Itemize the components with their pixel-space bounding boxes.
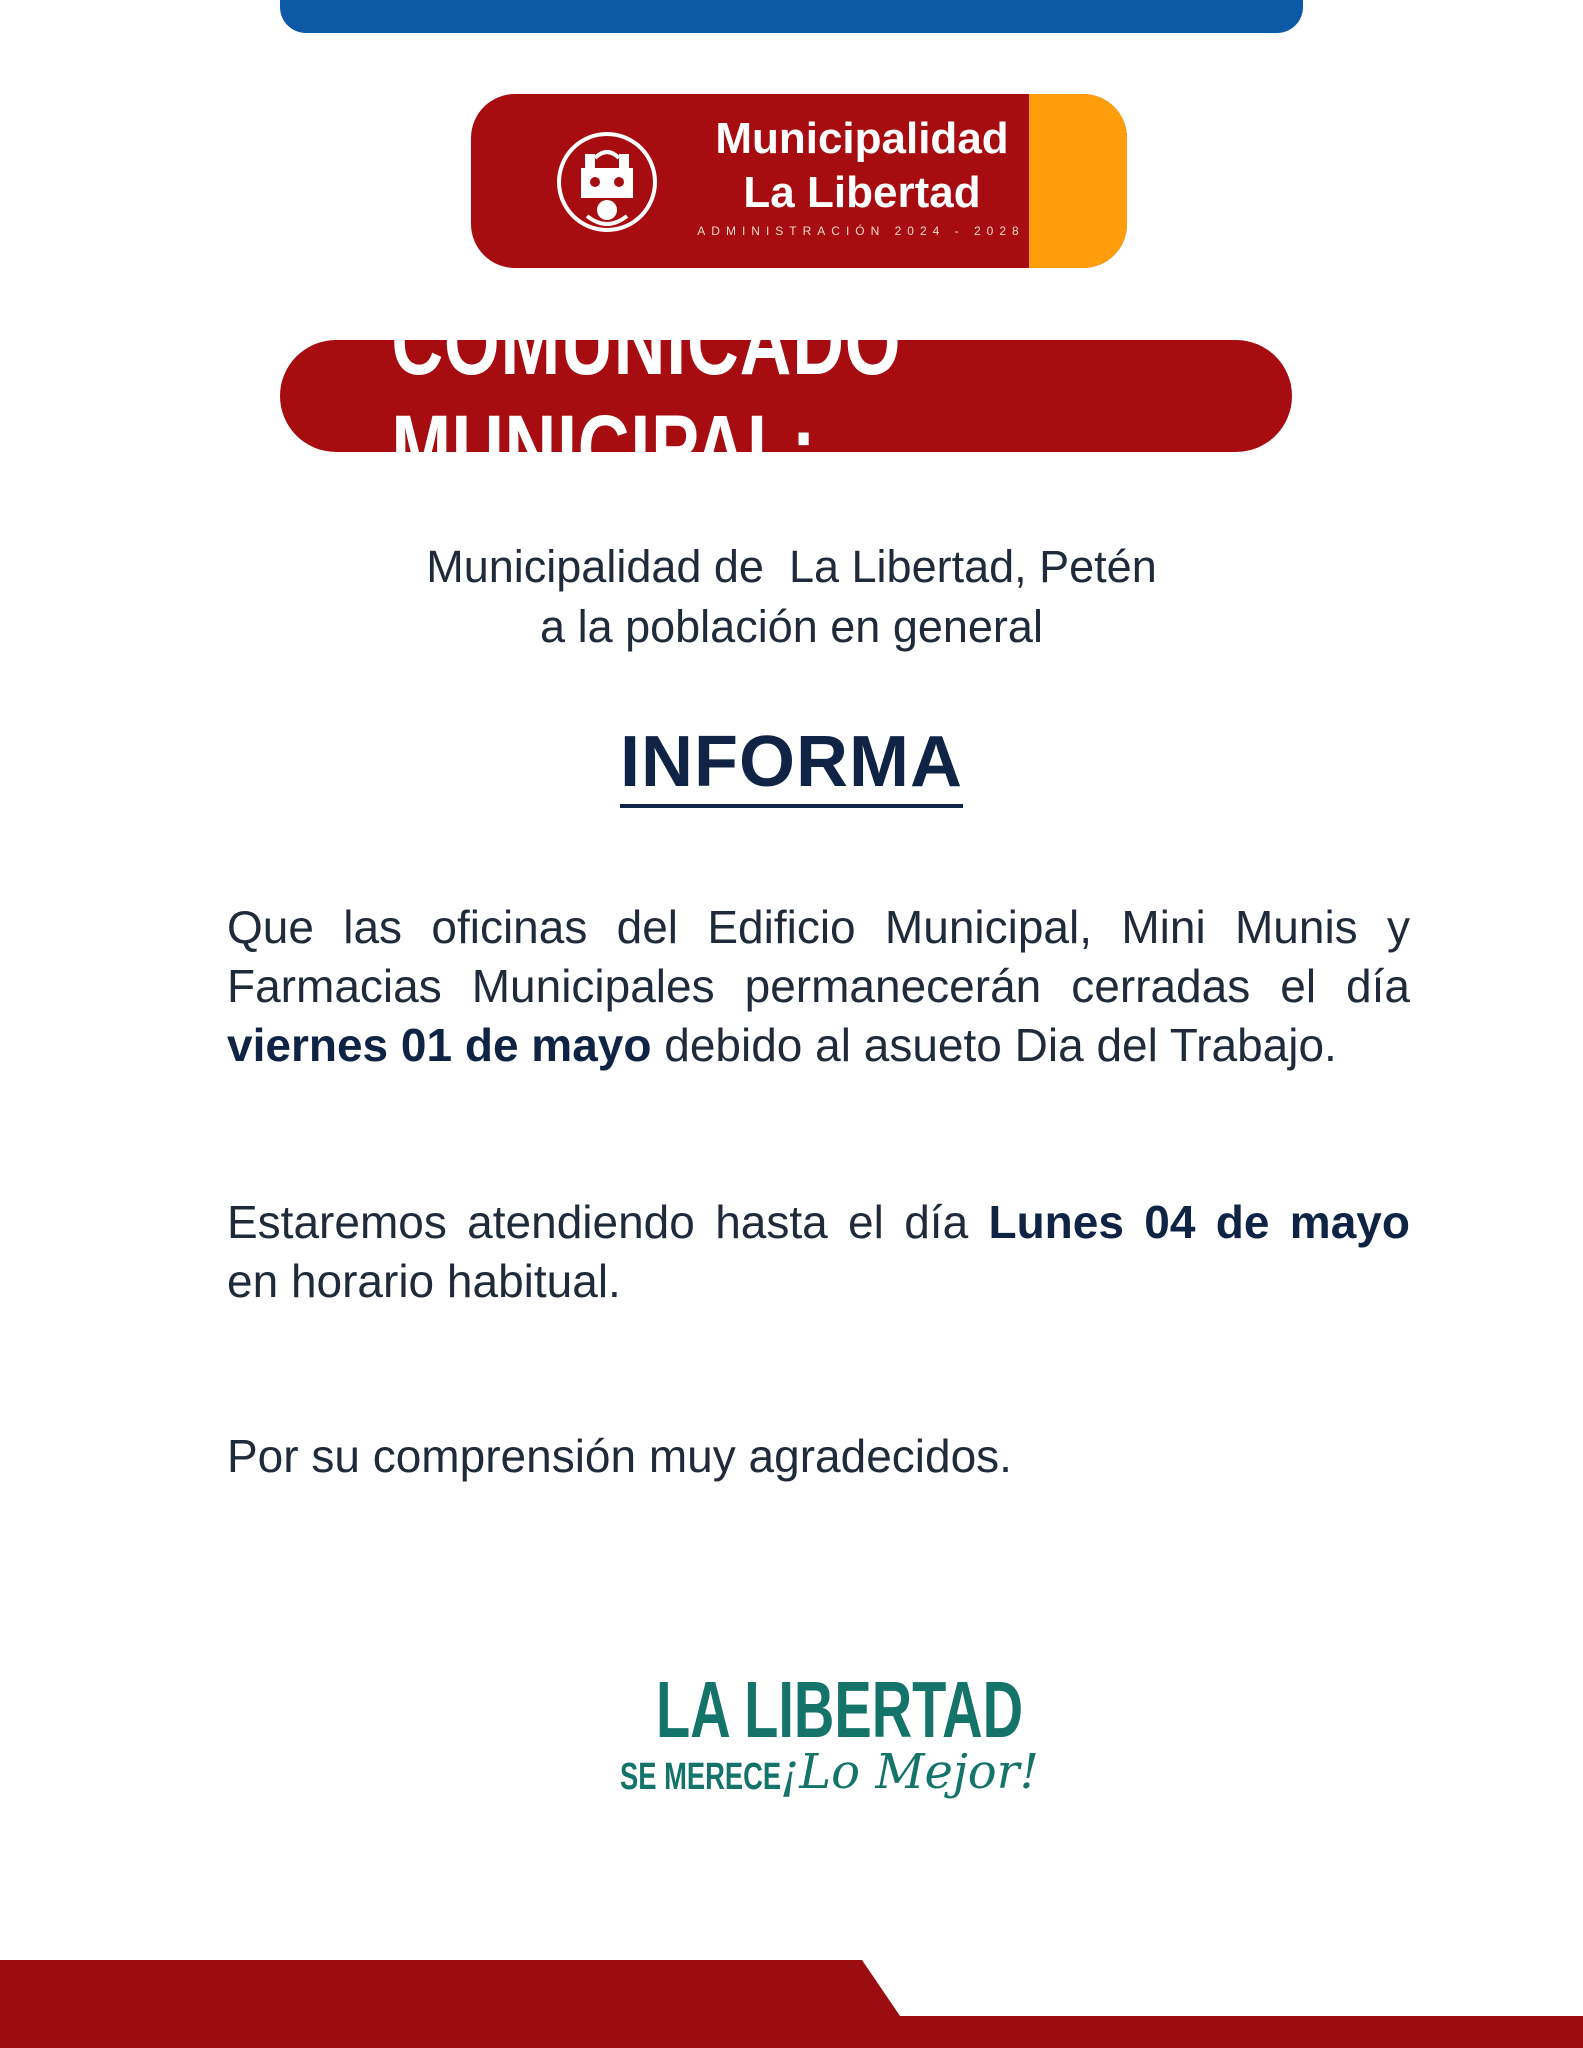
paragraph-reopening-date: Lunes 04 de mayo [988, 1196, 1410, 1248]
intro-line2: a la población en general [540, 601, 1043, 652]
logo-title-line2: La Libertad [743, 168, 981, 217]
paragraph-closure-date: viernes 01 de mayo [227, 1019, 652, 1071]
bottom-red-bar [0, 1960, 1583, 2048]
paragraph-closure-after: debido al asueto Dia del Trabajo. [651, 1019, 1337, 1071]
intro-line1: Municipalidad de La Libertad, Petén [426, 541, 1157, 592]
logo-title [667, 112, 1057, 220]
paragraph-reopening [227, 1193, 1436, 1311]
top-blue-bar [280, 0, 1303, 33]
comunicado-banner [280, 292, 1292, 499]
municipal-seal-icon [551, 124, 663, 236]
municipal-logo-banner [471, 94, 1127, 268]
slogan-main: LA LIBERTAD [656, 1665, 1024, 1754]
slogan-sub: SE MERECE [620, 1756, 782, 1798]
slogan-logo [620, 1665, 1039, 1800]
slogan-script: ¡Lo Mejor! [780, 1744, 1039, 1800]
comunicado-title: COMUNICADO MUNICIPAL: [391, 292, 902, 499]
paragraph-reopening-after: en horario habitual. [227, 1196, 1436, 1307]
paragraph-closure-before: Que las oficinas del Edificio Municipal, Mini Munis y Farmacias Municipales permanecerán cerradas el día [227, 901, 1410, 1012]
informa-heading [0, 720, 1583, 804]
paragraph-reopening-before: Estaremos atendiendo hasta el día [227, 1196, 989, 1248]
intro-text [200, 537, 1383, 657]
informa-heading-text: INFORMA [620, 722, 963, 808]
paragraph-closure [227, 898, 1410, 1075]
logo-subtitle: ADMINISTRACIÓN 2024 - 2028 [697, 224, 1025, 238]
logo-title-line1: Municipalidad [715, 114, 1009, 163]
paragraph-thanks: Por su comprensión muy agradecidos. [227, 1430, 1012, 1482]
